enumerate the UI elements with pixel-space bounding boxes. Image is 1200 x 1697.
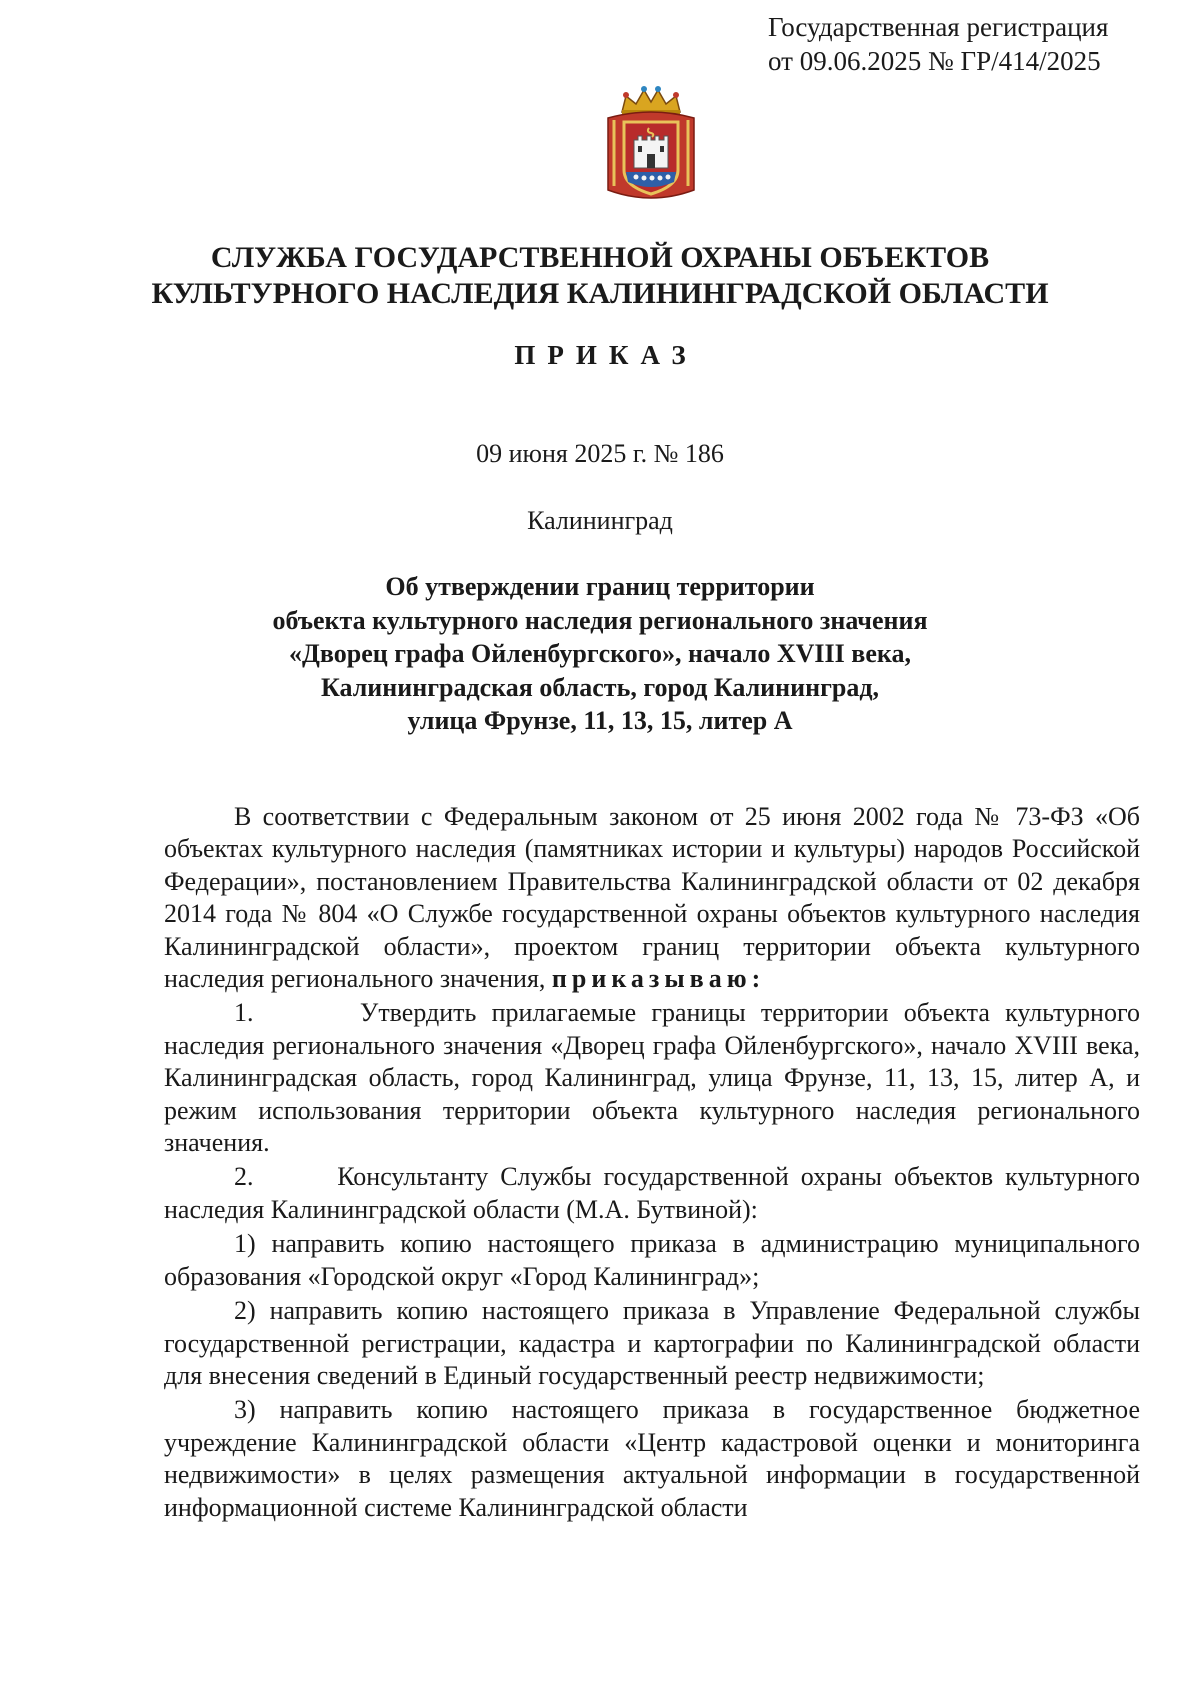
subject-line-4: Калининградская область, город Калининград, (320, 672, 880, 702)
agency-line-1: СЛУЖБА ГОСУДАРСТВЕННОЙ ОХРАНЫ ОБЪЕКТОВ (210, 241, 990, 274)
subitem-3-paragraph: 3) направить копию настоящего приказа в государственное бюджетное учреждение Калининградской области «Центр кадастровой оценки и мониторинга недвижимости» в целях размещения актуальной информации в государственной информационной системе Калининградской области (164, 1395, 1140, 1522)
agency-name (0, 240, 1200, 312)
subject-line-1: Об утверждении границ территории (385, 572, 815, 601)
subitem-1-paragraph: 1) направить копию настоящего приказа в администрацию муниципального образования «Городской округ «Город Калининград»; (164, 1229, 1140, 1291)
decree-word: приказываю: (551, 964, 766, 994)
order-title: ПРИКАЗ (514, 340, 698, 370)
subject-line-3: «Дворец графа Ойленбургского», начало XVIII века, (289, 639, 911, 668)
agency-line-2: КУЛЬТУРНОГО НАСЛЕДИЯ КАЛИНИНГРАДСКОЙ ОБЛАСТИ (151, 277, 1049, 310)
order-city: Калининград (527, 506, 673, 535)
registration-line-1: Государственная регистрация (768, 12, 1109, 42)
order-date-number: 09 июня 2025 г. № 186 (476, 439, 724, 468)
order-subject (0, 570, 1200, 738)
coat-of-arms-icon (602, 82, 700, 204)
registration-stamp (768, 10, 1108, 78)
subject-line-2: объекта культурного наследия регионального значения (272, 605, 928, 635)
item-1-paragraph: 1. Утвердить прилагаемые границы территории объекта культурного наследия регионального значения «Дворец графа Ойленбургского», начало XVIII века, Калининградская область, город Калининград, улица Фрунзе, 11, 13, 15, литер А, и режим использования территории объекта культурного наследия регионального значения. (164, 998, 1140, 1158)
preamble-text: В соответствии с Федеральным законом от 25 июня 2002 года № 73-ФЗ «Об объектах культурного наследия (памятниках истории и культуры) народов Российской Федерации», постановлением Правительства Калининградской области от 02 декабря 2014 года № 804 «О Службе государственной охраны объектов культурного наследия Калининградской области», проектом границ территории объекта культурного наследия регионального значения, (164, 802, 1140, 994)
item-2-paragraph: 2. Консультанту Службы государственной охраны объектов культурного наследия Калининградской области (М.А. Бутвиной): (164, 1162, 1140, 1224)
subject-line-5: улица Фрунзе, 11, 13, 15, литер А (407, 706, 793, 735)
order-body (164, 801, 1140, 1524)
registration-line-2: от 09.06.2025 № ГР/414/2025 (768, 46, 1101, 76)
preamble-paragraph (164, 801, 1140, 995)
subitem-2-paragraph: 2) направить копию настоящего приказа в Управление Федеральной службы государственной регистрации, кадастра и картографии по Калининградской области для внесения сведений в Единый государственный реестр недвижимости; (164, 1296, 1140, 1390)
